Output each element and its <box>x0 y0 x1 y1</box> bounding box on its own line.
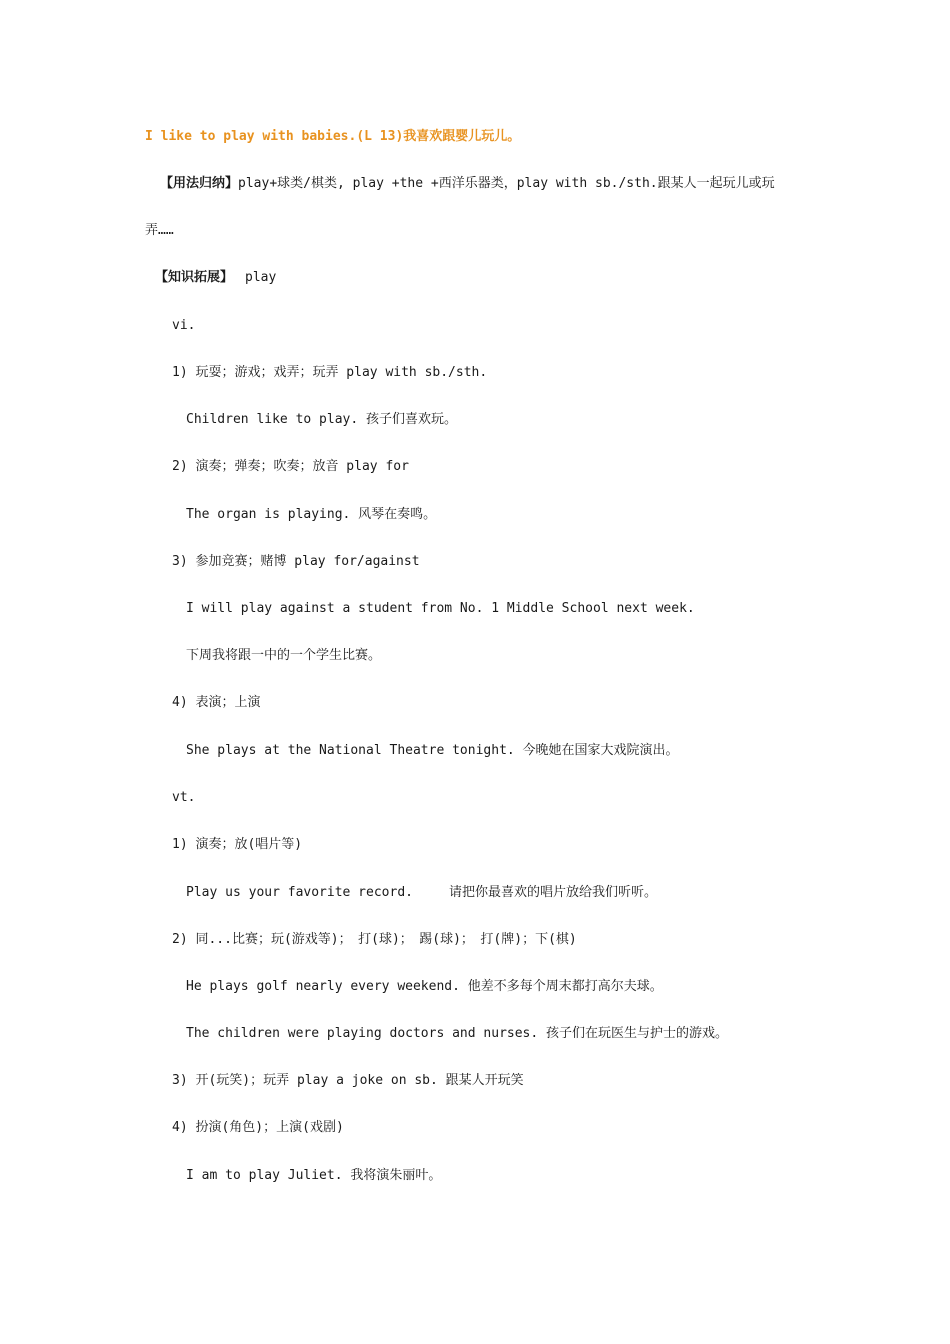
usage-line <box>160 175 775 193</box>
vi-sense-4: 4) 表演；上演 <box>172 695 261 710</box>
vi-sense-3-example-en: I will play against a student from No. 1 Middle School next week. <box>186 601 695 616</box>
vt-sense-2-example-1: He plays golf nearly every weekend. 他差不多每个周末都打高尔夫球。 <box>186 979 663 994</box>
vt-sense-4: 4) 扮演(角色)；上演(戏剧) <box>172 1120 344 1135</box>
vt-sense-2-example-2: The children were playing doctors and nurses. 孩子们在玩医生与护士的游戏。 <box>186 1026 729 1041</box>
vi-sense-3: 3) 参加竞赛；赌博 play for/against <box>172 554 420 569</box>
vt-sense-1: 1) 演奏；放(唱片等) <box>172 837 303 852</box>
vt-label: vt. <box>172 790 196 805</box>
expansion-heading <box>155 269 276 287</box>
vi-sense-3-example-zh: 下周我将跟一中的一个学生比赛。 <box>186 648 382 663</box>
vt-sense-1-example-zh: 请把你最喜欢的唱片放给我们听听。 <box>448 885 657 900</box>
vi-label: vi. <box>172 318 196 333</box>
vi-sense-1: 1) 玩耍；游戏；戏弄；玩弄 play with sb./sth. <box>172 365 488 380</box>
vt-sense-1-example <box>186 884 657 902</box>
page-title: I like to play with babies.(L 13)我喜欢跟婴儿玩儿。 <box>145 129 521 144</box>
vi-sense-2-example: The organ is playing. 风琴在奏鸣。 <box>186 507 437 522</box>
expansion-label: 【知识拓展】 <box>155 270 234 285</box>
vi-sense-1-example: Children like to play. 孩子们喜欢玩。 <box>186 412 458 427</box>
vi-sense-4-example: She plays at the National Theatre tonight. 今晚她在国家大戏院演出。 <box>186 743 679 758</box>
expansion-word: play <box>245 270 277 285</box>
usage-text: play+球类/棋类, play +the +西洋乐器类，play with sb./sth.跟某人一起玩儿或玩 <box>238 176 775 191</box>
vt-sense-2: 2) 同...比赛；玩(游戏等)； 打(球)； 踢(球)； 打(牌)；下(棋) <box>172 932 577 947</box>
vt-sense-3: 3) 开(玩笑)；玩弄 play a joke on sb. 跟某人开玩笑 <box>172 1073 524 1088</box>
vt-sense-4-example: I am to play Juliet. 我将演朱丽叶。 <box>186 1168 442 1183</box>
vi-sense-2: 2) 演奏；弹奏；吹奏；放音 play for <box>172 459 409 474</box>
vt-sense-1-example-en: Play us your favorite record. <box>186 885 413 900</box>
usage-continuation: 弄…… <box>145 223 174 238</box>
usage-label: 【用法归纳】 <box>160 176 239 191</box>
